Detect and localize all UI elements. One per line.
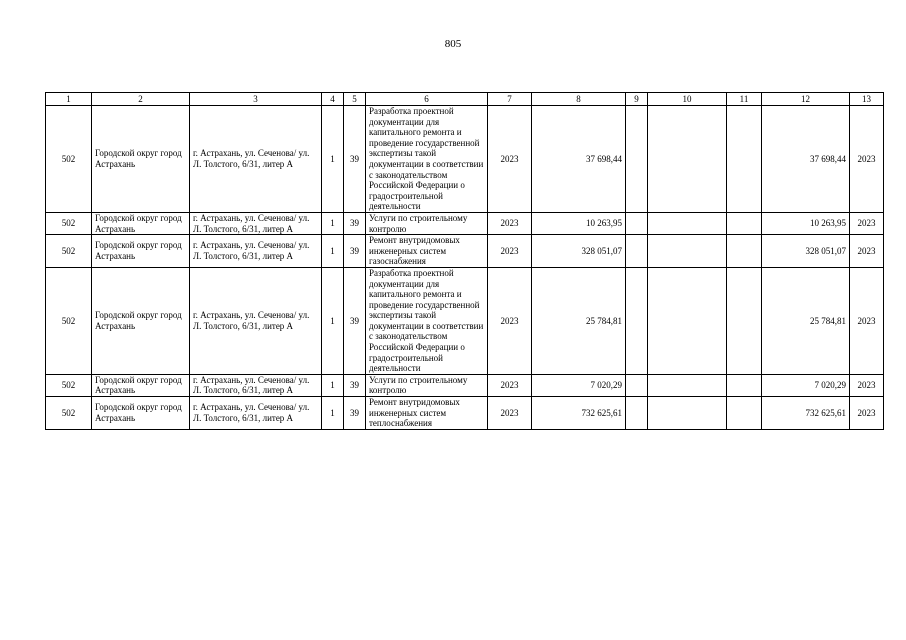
col-11-cell [727,397,762,430]
col-9-cell [626,212,648,234]
municipality-name-cell: Городской округ город Астрахань [92,235,190,268]
column-header: 2 [92,93,190,106]
col-10-cell [648,374,727,396]
address-cell: г. Астрахань, ул. Сеченова/ ул. Л. Толстого, 6/31, литер А [190,106,322,213]
col-11-cell [727,267,762,374]
table-row [46,267,884,374]
municipality-name-cell: Городской округ город Астрахань [92,106,190,213]
total-cost-cell: 328 051,07 [762,235,850,268]
col-5-cell: 39 [344,212,366,234]
cost-cell: 10 263,95 [532,212,626,234]
col-9-cell [626,374,648,396]
completion-year-cell: 2023 [850,212,884,234]
work-type-cell: Услуги по строительному контролю [366,212,488,234]
table-row [46,374,884,396]
col-4-cell: 1 [322,374,344,396]
work-type-cell: Услуги по строительному контролю [366,374,488,396]
year-cell: 2023 [488,235,532,268]
column-header: 4 [322,93,344,106]
year-cell: 2023 [488,267,532,374]
address-cell: г. Астрахань, ул. Сеченова/ ул. Л. Толстого, 6/31, литер А [190,235,322,268]
municipality-code-cell: 502 [46,106,92,213]
work-type-cell: Ремонт внутридомовых инженерных систем теплоснабжения [366,397,488,430]
column-header: 10 [648,93,727,106]
repair-program-table [45,92,884,430]
column-header: 13 [850,93,884,106]
completion-year-cell: 2023 [850,106,884,213]
col-9-cell [626,397,648,430]
col-4-cell: 1 [322,235,344,268]
col-4-cell: 1 [322,106,344,213]
municipality-code-cell: 502 [46,212,92,234]
total-cost-cell: 37 698,44 [762,106,850,213]
municipality-code-cell: 502 [46,235,92,268]
municipality-name-cell: Городской округ город Астрахань [92,212,190,234]
work-type-cell: Разработка проектной документации для капитального ремонта и проведение государственной экспертизы такой документации в соответствии с законодательством Российской Федерации о градостроительной деятельности [366,106,488,213]
column-header: 1 [46,93,92,106]
cost-cell: 732 625,61 [532,397,626,430]
column-header: 12 [762,93,850,106]
table-row [46,212,884,234]
col-11-cell [727,212,762,234]
col-11-cell [727,235,762,268]
col-4-cell: 1 [322,267,344,374]
total-cost-cell: 7 020,29 [762,374,850,396]
municipality-name-cell: Городской округ город Астрахань [92,397,190,430]
municipality-name-cell: Городской округ город Астрахань [92,267,190,374]
col-9-cell [626,267,648,374]
table-row [46,235,884,268]
address-cell: г. Астрахань, ул. Сеченова/ ул. Л. Толстого, 6/31, литер А [190,374,322,396]
col-5-cell: 39 [344,267,366,374]
address-cell: г. Астрахань, ул. Сеченова/ ул. Л. Толстого, 6/31, литер А [190,212,322,234]
cost-cell: 25 784,81 [532,267,626,374]
work-type-cell: Ремонт внутридомовых инженерных систем газоснабжения [366,235,488,268]
year-cell: 2023 [488,397,532,430]
year-cell: 2023 [488,212,532,234]
year-cell: 2023 [488,106,532,213]
column-header: 3 [190,93,322,106]
municipality-code-cell: 502 [46,397,92,430]
cost-cell: 328 051,07 [532,235,626,268]
column-header: 6 [366,93,488,106]
completion-year-cell: 2023 [850,397,884,430]
col-10-cell [648,397,727,430]
municipality-code-cell: 502 [46,267,92,374]
col-10-cell [648,212,727,234]
total-cost-cell: 732 625,61 [762,397,850,430]
municipality-name-cell: Городской округ город Астрахань [92,374,190,396]
col-10-cell [648,106,727,213]
municipality-code-cell: 502 [46,374,92,396]
address-cell: г. Астрахань, ул. Сеченова/ ул. Л. Толстого, 6/31, литер А [190,267,322,374]
completion-year-cell: 2023 [850,235,884,268]
address-cell: г. Астрахань, ул. Сеченова/ ул. Л. Толстого, 6/31, литер А [190,397,322,430]
col-4-cell: 1 [322,397,344,430]
col-5-cell: 39 [344,397,366,430]
col-10-cell [648,267,727,374]
column-number-row [46,93,884,106]
cost-cell: 7 020,29 [532,374,626,396]
col-5-cell: 39 [344,235,366,268]
col-5-cell: 39 [344,374,366,396]
cost-cell: 37 698,44 [532,106,626,213]
col-11-cell [727,374,762,396]
completion-year-cell: 2023 [850,374,884,396]
table-row [46,106,884,213]
total-cost-cell: 25 784,81 [762,267,850,374]
column-header: 11 [727,93,762,106]
column-header: 9 [626,93,648,106]
work-type-cell: Разработка проектной документации для капитального ремонта и проведение государственной экспертизы такой документации в соответствии с законодательством Российской Федерации о градостроительной деятельности [366,267,488,374]
column-header: 8 [532,93,626,106]
column-header: 5 [344,93,366,106]
col-9-cell [626,235,648,268]
col-5-cell: 39 [344,106,366,213]
year-cell: 2023 [488,374,532,396]
column-header: 7 [488,93,532,106]
col-10-cell [648,235,727,268]
total-cost-cell: 10 263,95 [762,212,850,234]
completion-year-cell: 2023 [850,267,884,374]
col-11-cell [727,106,762,213]
col-9-cell [626,106,648,213]
page-number: 805 [444,38,462,50]
table-row [46,397,884,430]
col-4-cell: 1 [322,212,344,234]
